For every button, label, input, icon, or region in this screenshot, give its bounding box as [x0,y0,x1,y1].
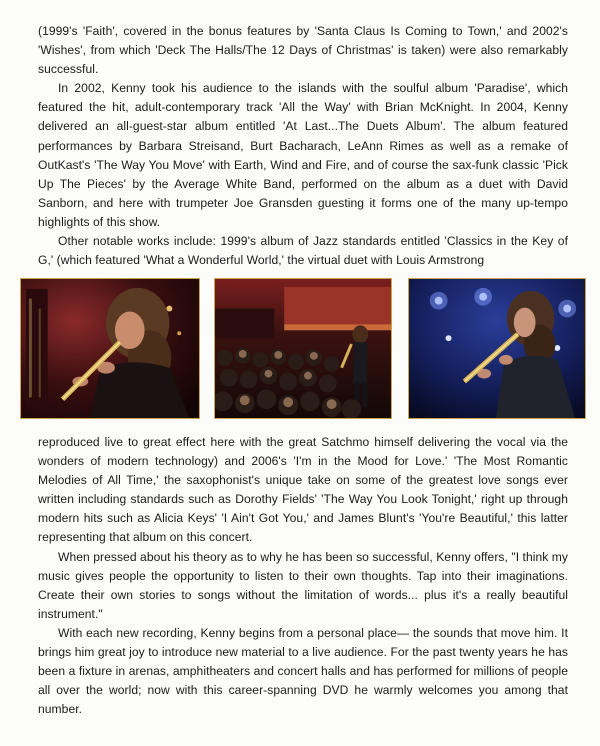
concert-photo-closeup [20,278,200,419]
paragraph-continuation: (1999's 'Faith', covered in the bonus features by 'Santa Claus Is Coming to Town,' and 2002's 'Wishes', from which 'Deck The Halls/The 12 Days of Christmas' is taken) were also remarkably successful. [38,24,568,77]
concert-photo-crowd-image [215,279,391,418]
concert-photo-closeup-image [21,279,199,418]
concert-photo-blue-stage [408,278,586,419]
article-text-top [38,22,568,270]
photo-strip [20,278,586,419]
paragraph-new-recording: With each new recording, Kenny begins from a personal place— the sounds that move him. It brings him great joy to introduce new material to a live audience. For the past twenty years he has been a fixture in arenas, amphitheaters and concert halls and has performed for millions of people all over the world; now with this career-spanning DVD he warmly welcomes you among that number. [38,625,568,717]
paragraph-satchmo: reproduced live to great effect here with the great Satchmo himself delivering the vocal via the wonders of modern technology) and 2006's 'I'm in the Mood for Love.' 'The Most Romantic Melodies of All Time,' the saxophonist's unique take on some of the greatest love songs ever written including standards such as Dorothy Fields' 'The Way You Look Tonight,' right up through modern hits such as Alicia Keys' 'I Ain't Got You,' and James Blunt's 'You're Beautiful,' this latter representing that album on this concert. [38,435,568,545]
paragraph-notable-works: Other notable works include: 1999's album of Jazz standards entitled 'Classics in the Key of G,' (which featured 'What a Wonderful World,' the virtual duet with Louis Armstrong [38,234,568,268]
paragraph-theory-quote: When pressed about his theory as to why he has been so successful, Kenny offers, "I think my music gives people the opportunity to listen to their own thoughts. Tap into their imaginations. Create their own stories to songs without the limitation of words... plus it's a really beautiful instrument." [38,549,568,621]
paragraph-paradise: In 2002, Kenny took his audience to the islands with the soulful album 'Paradise', which featured the hit, adult-contemporary track 'All the Way' with Brian McKnight. In 2004, Kenny delivered an all-guest-star album entitled 'At Last...The Duets Album'. The album featured performances by Barbara Streisand, Burt Bacharach, LeAnn Rimes as well as a remake of OutKast's 'The Way You Move' with Earth, Wind and Fire, and of course the sax-funk classic 'Pick Up The Pieces' by the Average White Band, performed on the album as a duet with David Sanborn, and here with trumpeter Joe Gransden guesting it forms one of the many up-tempo highlights of this show. [38,81,568,229]
article-text-bottom [38,433,568,719]
concert-photo-blue-stage-image [409,279,585,418]
concert-photo-crowd [214,278,392,419]
